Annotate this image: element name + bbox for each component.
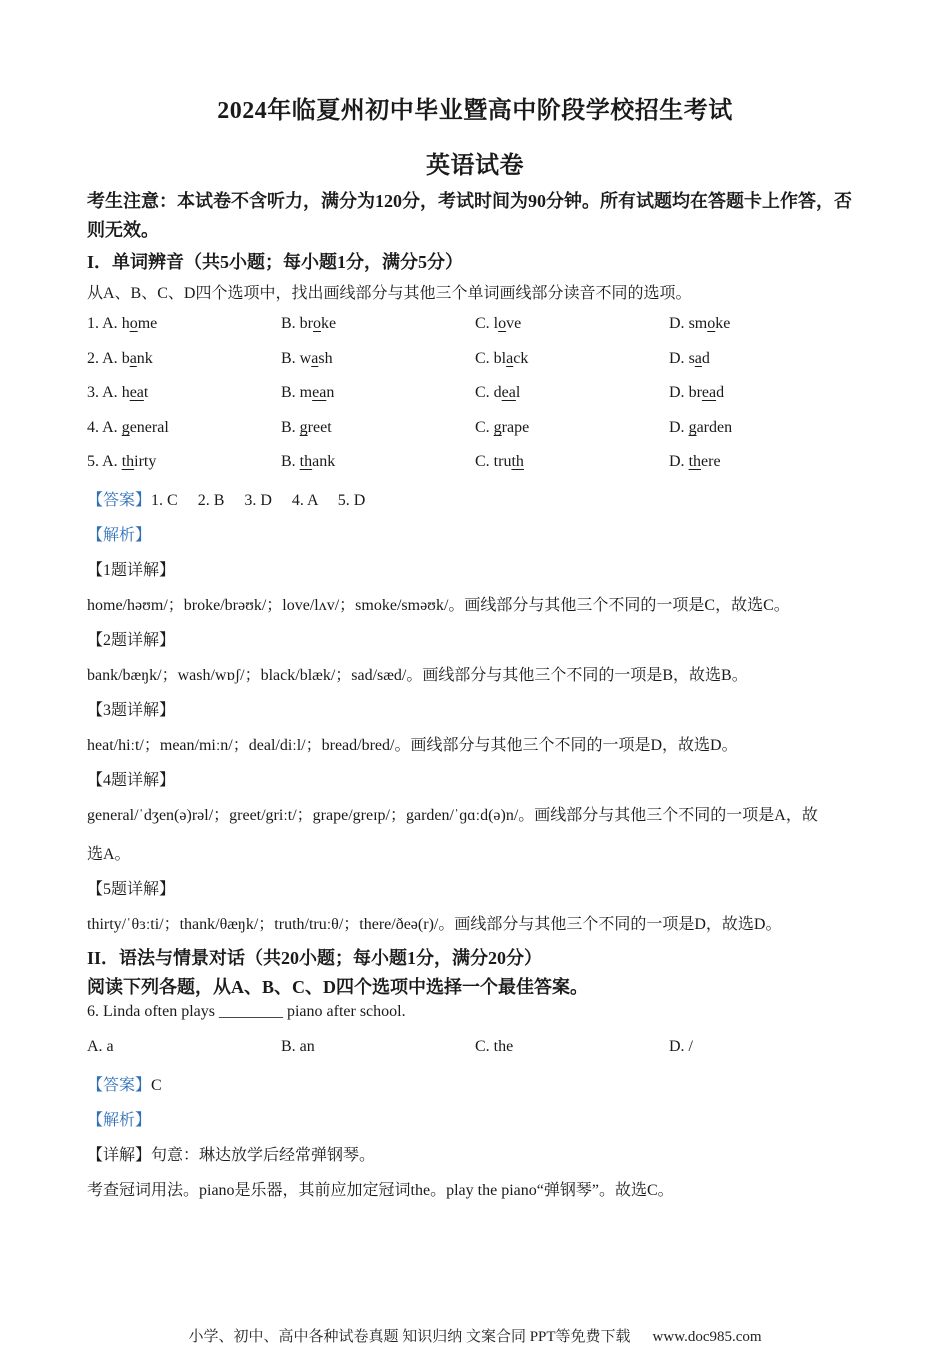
question-number: 5. bbox=[87, 453, 99, 470]
underlined-part: g bbox=[121, 419, 130, 436]
word-prefix: m bbox=[299, 384, 313, 401]
q2-option-b bbox=[281, 350, 333, 368]
q6-detail-text-2: 考查冠词用法。piano是乐器，其前应加定冠词the。play the piano“弹钢琴”。故选C。 bbox=[87, 1182, 674, 1199]
q5-option-b bbox=[281, 453, 335, 471]
option-letter: B. bbox=[281, 453, 296, 470]
word-suffix: ck bbox=[513, 350, 529, 367]
detail-tag-3: 【3题详解】 bbox=[87, 702, 176, 719]
answer-line bbox=[87, 487, 867, 510]
underlined-part: ea bbox=[701, 384, 717, 401]
underlined-part: o bbox=[313, 315, 321, 332]
underlined-part: ea bbox=[129, 384, 144, 401]
q6-analysis-tag: 【解析】 bbox=[87, 1112, 152, 1129]
underlined-part: g bbox=[493, 419, 502, 436]
q4-option-b bbox=[281, 419, 332, 437]
option-letter: A. bbox=[102, 453, 118, 470]
q1-option-b bbox=[281, 315, 336, 333]
detail-text-2: bank/bæŋk/；wash/wɒʃ/；black/blæk/；sad/sæd/。画线部分与其他三个不同的一项是B，故选B。 bbox=[87, 667, 748, 684]
q5-option-c bbox=[475, 453, 524, 471]
q6-option-a: A. a bbox=[87, 1038, 114, 1055]
section1-heading: I．单词辨音（共5小题；每小题1分，满分5分） bbox=[87, 252, 464, 272]
detail-text-3: heat/hiːt/；mean/miːn/；deal/diːl/；bread/bred/。画线部分与其他三个不同的一项是D，故选D。 bbox=[87, 737, 738, 754]
word-suffix: nk bbox=[136, 350, 153, 367]
underlined-part: g bbox=[299, 419, 308, 436]
option-letter: C. bbox=[475, 384, 490, 401]
word-suffix: sh bbox=[318, 350, 333, 367]
option-letter: B. bbox=[281, 315, 296, 332]
word-prefix: h bbox=[121, 384, 130, 401]
option-letter: D. bbox=[669, 350, 685, 367]
detail-tag-4: 【4题详解】 bbox=[87, 772, 176, 789]
q6-option-d: D. / bbox=[669, 1038, 693, 1055]
word-prefix: w bbox=[299, 350, 312, 367]
option-letter: C. bbox=[475, 453, 490, 470]
q6-detail-text: 句意：琳达放学后经常弹钢琴。 bbox=[151, 1147, 376, 1164]
option-letter: A. bbox=[102, 315, 118, 332]
footer-promo-text: 小学、初中、高中各种试卷真题 知识归纳 文案合同 PPT等免费下载 bbox=[188, 1329, 631, 1345]
detail-tag-1: 【1题详解】 bbox=[87, 562, 176, 579]
q6-option-c: C. the bbox=[475, 1038, 514, 1055]
q2-option-c bbox=[475, 350, 528, 368]
q2-option-d bbox=[669, 350, 710, 368]
q6-answer-line bbox=[87, 1072, 867, 1095]
section1-instruction: 从A、B、C、D四个选项中，找出画线部分与其他三个单词画线部分读音不同的选项。 bbox=[87, 285, 692, 302]
q1-option-d bbox=[669, 315, 730, 333]
question-6-stem: 6. Linda often plays ________ piano after school. bbox=[87, 1003, 406, 1020]
q1-option-c bbox=[475, 315, 521, 333]
underlined-part: ea bbox=[312, 384, 327, 401]
underlined-part: a bbox=[311, 350, 319, 367]
q6-detail-tag: 【详解】 bbox=[87, 1147, 152, 1164]
question-number: 4. bbox=[87, 419, 99, 436]
q6-answer-tag: 【答案】 bbox=[87, 1077, 152, 1094]
section2-instruction: 阅读下列各题，从A、B、C、D四个选项中选择一个最佳答案。 bbox=[87, 977, 589, 997]
question-number: 2. bbox=[87, 350, 99, 367]
detail-text-1: home/həʊm/；broke/brəʊk/；love/lʌv/；smoke/sməʊk/。画线部分与其他三个不同的一项是C，故选C。 bbox=[87, 597, 790, 614]
q4-option-a bbox=[87, 419, 169, 437]
word-prefix: s bbox=[688, 350, 695, 367]
underlined-part: o bbox=[707, 315, 716, 332]
option-letter: D. bbox=[669, 384, 685, 401]
exam-title: 2024年临夏州初中毕业暨高中阶段学校招生考试 bbox=[217, 98, 733, 124]
word-suffix: d bbox=[701, 350, 710, 367]
word-suffix: ke bbox=[321, 315, 337, 332]
option-letter: B. bbox=[281, 419, 296, 436]
word-suffix: t bbox=[143, 384, 149, 401]
q3-option-a bbox=[87, 384, 148, 402]
underlined-part: th bbox=[121, 453, 135, 470]
page-footer bbox=[0, 1325, 950, 1346]
option-letter: C. bbox=[475, 419, 490, 436]
word-suffix: reet bbox=[307, 419, 332, 436]
q2-option-a bbox=[87, 350, 153, 368]
q6-option-b: B. an bbox=[281, 1038, 315, 1055]
answer-tag: 【答案】 bbox=[87, 492, 152, 509]
word-prefix: tru bbox=[493, 453, 512, 470]
option-letter: A. bbox=[102, 384, 118, 401]
word-suffix: irty bbox=[134, 453, 157, 470]
underlined-part: g bbox=[688, 419, 697, 436]
underlined-part: a bbox=[129, 350, 137, 367]
word-prefix: d bbox=[493, 384, 502, 401]
underlined-part: o bbox=[129, 315, 138, 332]
detail-tag-2: 【2题详解】 bbox=[87, 632, 176, 649]
word-prefix: h bbox=[121, 315, 130, 332]
footer-website[interactable]: www.doc985.com bbox=[652, 1329, 762, 1345]
detail-text-4-cont: 选A。 bbox=[87, 846, 131, 863]
word-suffix: ere bbox=[701, 453, 721, 470]
word-prefix: sm bbox=[688, 315, 708, 332]
q5-option-d bbox=[669, 453, 721, 471]
section2-heading: II．语法与情景对话（共20小题；每小题1分，满分20分） bbox=[87, 948, 543, 968]
word-suffix: n bbox=[326, 384, 335, 401]
q3-option-c bbox=[475, 384, 520, 402]
notice: 考生注意：本试卷不含听力，满分为120分，考试时间为90分钟。所有试题均在答题卡上作答，否则无效。 bbox=[87, 191, 852, 240]
option-letter: D. bbox=[669, 419, 685, 436]
q4-option-d bbox=[669, 419, 732, 437]
exam-subtitle: 英语试卷 bbox=[426, 153, 524, 179]
underlined-part: a bbox=[506, 350, 514, 367]
option-letter: B. bbox=[281, 384, 296, 401]
analysis-tag: 【解析】 bbox=[87, 527, 152, 544]
word-prefix: bl bbox=[493, 350, 507, 367]
underlined-part: th bbox=[511, 453, 524, 470]
option-letter: D. bbox=[669, 453, 685, 470]
option-letter: A. bbox=[102, 419, 118, 436]
word-suffix: me bbox=[137, 315, 158, 332]
q3-option-d bbox=[669, 384, 724, 402]
word-prefix: l bbox=[493, 315, 499, 332]
word-suffix: l bbox=[515, 384, 521, 401]
question-number: 1. bbox=[87, 315, 99, 332]
q6-detail-line bbox=[87, 1142, 867, 1165]
q5-option-a bbox=[87, 453, 156, 471]
word-suffix: ank bbox=[312, 453, 336, 470]
underlined-part: a bbox=[694, 350, 702, 367]
detail-text-5: thirty/ˈθɜːti/；thank/θæŋk/；truth/truːθ/；there/ðeə(r)/。画线部分与其他三个不同的一项是D，故选D。 bbox=[87, 916, 782, 933]
word-prefix: br bbox=[688, 384, 702, 401]
underlined-part: o bbox=[498, 315, 507, 332]
underlined-part: th bbox=[299, 453, 313, 470]
q4-option-c bbox=[475, 419, 529, 437]
underlined-part: ea bbox=[501, 384, 516, 401]
option-letter: C. bbox=[475, 315, 490, 332]
word-suffix: d bbox=[716, 384, 725, 401]
question-number: 3. bbox=[87, 384, 99, 401]
detail-text-4: general/ˈdʒen(ə)rəl/；greet/griːt/；grape/greɪp/；garden/ˈɡɑːd(ə)n/。画线部分与其他三个不同的一项是A，故 bbox=[87, 807, 818, 824]
word-prefix: b bbox=[121, 350, 130, 367]
answer-text: 1. C 2. B 3. D 4. A 5. D bbox=[151, 492, 366, 509]
word-suffix: eneral bbox=[129, 419, 169, 436]
option-letter: B. bbox=[281, 350, 296, 367]
word-suffix: rape bbox=[501, 419, 530, 436]
option-letter: D. bbox=[669, 315, 685, 332]
option-letter: C. bbox=[475, 350, 490, 367]
word-prefix: br bbox=[299, 315, 313, 332]
q6-answer-text: C bbox=[151, 1077, 162, 1094]
q1-option-a bbox=[87, 315, 157, 333]
word-suffix: arden bbox=[696, 419, 733, 436]
q3-option-b bbox=[281, 384, 334, 402]
word-suffix: ke bbox=[715, 315, 731, 332]
word-suffix: ve bbox=[506, 315, 522, 332]
option-letter: A. bbox=[102, 350, 118, 367]
detail-tag-5: 【5题详解】 bbox=[87, 881, 176, 898]
underlined-part: th bbox=[688, 453, 702, 470]
